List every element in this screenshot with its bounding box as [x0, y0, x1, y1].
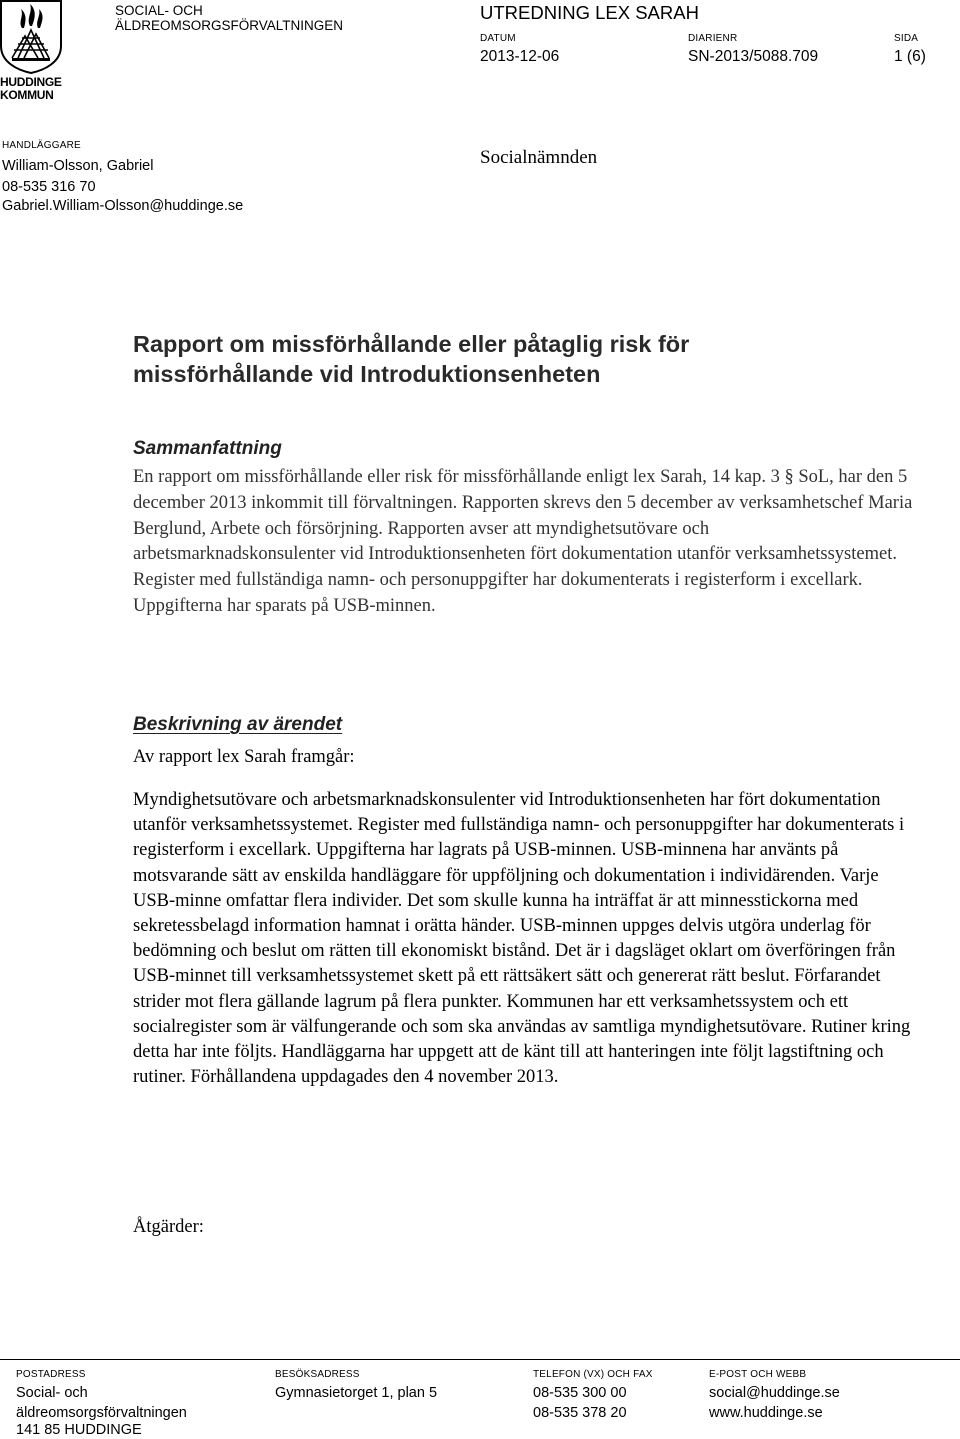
description-body: Myndighetsutövare och arbetsmarknadskonsulenter vid Introduktionsenheten har fört dokumentation utanför verksamhetssystemet. Register med fullständiga namn- och personuppgifter har dokumenterats i registerform i excellark. Uppgifterna har lagrats på USB-minnen. USB-minnena har använts på motsvarande sätt av enskilda handläggare för uppföljning och dokumentation i individärenden. Varje USB-minne omfattar flera individer. Det som skulle kunna ha inträffat är att minnesstickorna med sekretessbelagd information hamnat i orätta händer. USB-minnen uppges delvis utgöra underlag för bedömning och beslut om rätten till ekonomiskt bistånd. Det är i dagsläget oklart om överföringen från USB-minnet till verksamhetssystemet skett på ett rättsäkert sätt och genererat rätt beslut. Förfarandet strider mot flera gällande lagrum på flera punkter. Kommunen har ett verksamhetssystem och ett socialregister som är välfungerande och som ska användas av samtliga myndighetsutövare. Rutiner kring detta har inte följts. Handläggarna har uppgett att de känt till att hanteringen inte följt lagstiftning och rutiner. Förhållandena uppdagades den 4 november 2013. — [133, 790, 911, 1088]
handler-phone: 08-535 316 70 — [2, 179, 96, 195]
recipient: Socialnämnden — [480, 147, 598, 168]
summary-text: En rapport om missförhållande eller risk för missförhållande enligt lex Sarah, 14 kap. 3 § SoL, har den 5 december 2013 inkommit till förvaltningen. Rapporten skrevs den 5 december av verksamhetschef Maria Berglund, Arbete och försörjning. Rapporten avser att myndighetsutövare och arbetsmarknadskonsulenter vid Introduktionsenheten fört dokumentation utanför verksamhetssystemet. Register med fullständiga namn- och personuppgifter har dokumenterats i registerform i excellark. Uppgifterna har sparats på USB-minnen. — [133, 467, 913, 616]
footer-postal-line1: Social- och — [16, 1385, 88, 1401]
description-heading: Beskrivning av ärendet — [133, 714, 343, 735]
document-type: UTREDNING LEX SARAH — [480, 2, 699, 23]
diary-number-label: DIARIENR — [688, 33, 738, 44]
footer-postal-line3: 141 85 HUDDINGE — [16, 1422, 142, 1438]
footer-web-line2: www.huddinge.se — [709, 1405, 823, 1421]
handler-email: Gabriel.William-Olsson@huddinge.se — [2, 198, 244, 214]
title-line-2: missförhållande vid Introduktionsenheten — [133, 361, 601, 387]
org-name-line1: SOCIAL- OCH — [115, 3, 203, 18]
coat-of-arms-icon — [0, 0, 62, 74]
footer-fax-line2: 08-535 378 20 — [533, 1405, 627, 1421]
page-title — [133, 329, 923, 389]
org-name-line2: ÄLDREOMSORGSFÖRVALTNINGEN — [115, 18, 344, 33]
footer-email-line1: social@huddinge.se — [709, 1385, 840, 1401]
footer-visit-line1: Gymnasietorget 1, plan 5 — [275, 1385, 438, 1401]
footer-postal-label: POSTADRESS — [16, 1369, 86, 1380]
footer-phone-line1: 08-535 300 00 — [533, 1385, 627, 1401]
footer-email-label: E-POST OCH WEBB — [709, 1369, 807, 1380]
diary-number-value: SN-2013/5088.709 — [688, 48, 819, 65]
footer-visit-label: BESÖKSADRESS — [275, 1369, 360, 1380]
date-label: DATUM — [480, 33, 516, 44]
logo-text-huddinge: HUDDINGE — [0, 75, 62, 89]
measures-label: Åtgärder: — [133, 1217, 204, 1237]
handler-label: HANDLÄGGARE — [2, 140, 81, 151]
page-label: SIDA — [894, 33, 919, 44]
title-line-1: Rapport om missförhållande eller påtaglig risk för — [133, 331, 690, 357]
description-intro: Av rapport lex Sarah framgår: — [133, 747, 355, 767]
date-value: 2013-12-06 — [480, 48, 560, 65]
summary-heading: Sammanfattning — [133, 438, 282, 459]
page-number: 1 (6) — [894, 48, 926, 65]
footer-divider — [0, 1359, 960, 1360]
handler-name: William-Olsson, Gabriel — [2, 158, 154, 174]
logo-text-kommun: KOMMUN — [0, 88, 54, 102]
footer-phone-label: TELEFON (VX) OCH FAX — [533, 1369, 653, 1380]
huddinge-logo — [0, 0, 62, 104]
footer-postal-line2: äldreomsorgsförvaltningen — [16, 1405, 187, 1421]
